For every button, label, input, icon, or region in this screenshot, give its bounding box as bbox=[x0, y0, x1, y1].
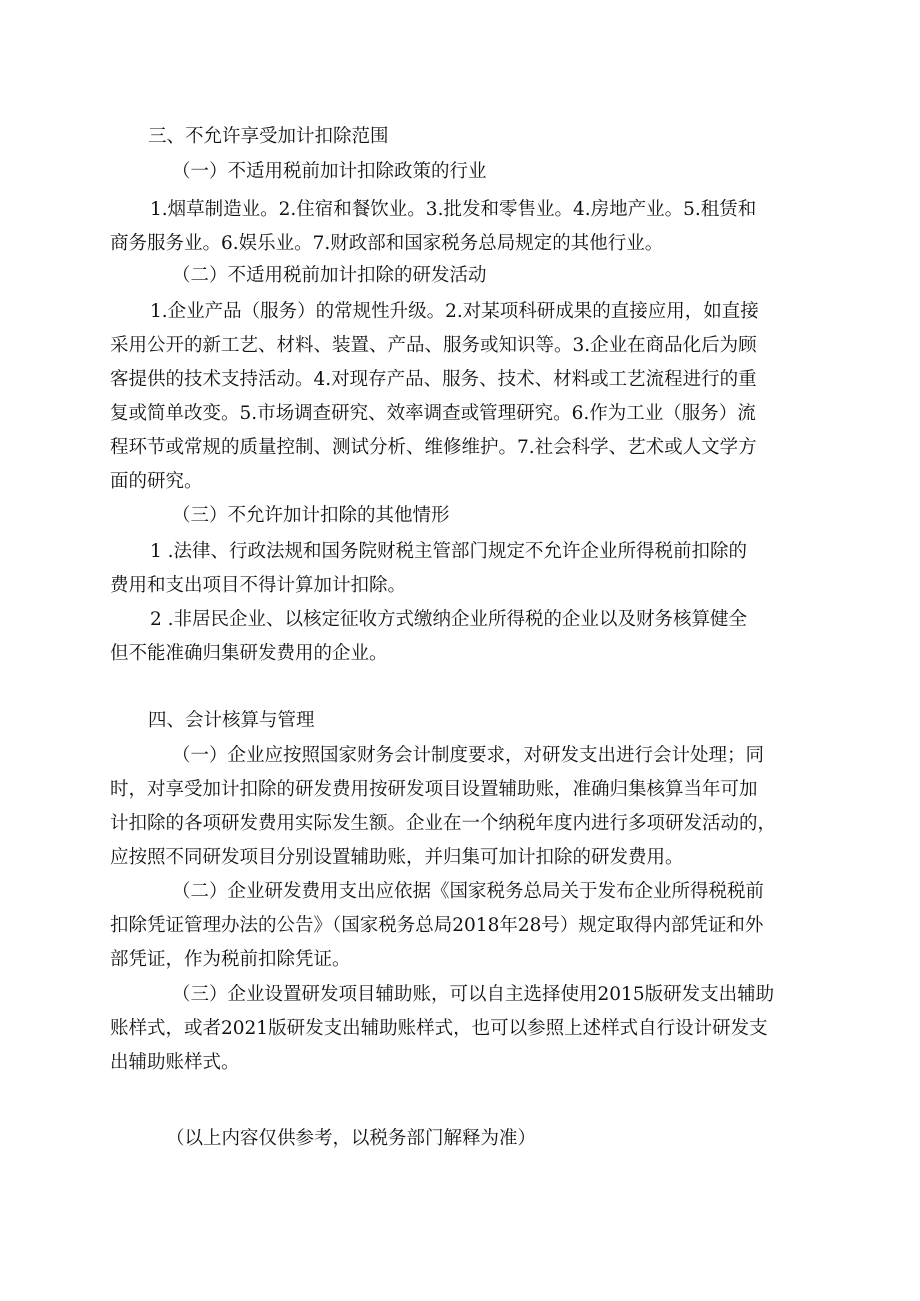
footnote: （以上内容仅供参考，以税务部门解释为准） bbox=[166, 1128, 537, 1149]
section4-para2-line: 扣除凭证管理办法的公告》（国家税务总局2018年28号）规定取得内部凭证和外 bbox=[110, 915, 764, 936]
section3-sub3-title: （三）不允许加计扣除的其他情形 bbox=[172, 505, 450, 526]
section4-title: 四、会计核算与管理 bbox=[148, 710, 315, 731]
section3-sub2-line: 客提供的技术支持活动。4.对现存产品、服务、技术、材料或工艺流程进行的重 bbox=[110, 369, 757, 390]
section4-para3-line: 出辅助账样式。 bbox=[110, 1052, 240, 1073]
section3-title: 三、不允许享受加计扣除范围 bbox=[148, 126, 389, 147]
section3-sub2-line: 1.企业产品（服务）的常规性升级。2.对某项科研成果的直接应用，如直接 bbox=[150, 301, 759, 322]
section4-para3-line: （三）企业设置研发项目辅助账，可以自主选择使用2015版研发支出辅助 bbox=[172, 984, 775, 1005]
section3-sub1-line: 1.烟草制造业。2.住宿和餐饮业。3.批发和零售业。4.房地产业。5.租赁和 bbox=[150, 199, 757, 220]
section4-para1-line: 应按照不同研发项目分别设置辅助账，并归集可加计扣除的研发费用。 bbox=[110, 847, 684, 868]
section4-para2-line: （二）企业研发费用支出应依据《国家税务总局关于发布企业所得税税前 bbox=[172, 881, 765, 902]
section4-para1-line: （一）企业应按照国家财务会计制度要求，对研发支出进行会计处理；同 bbox=[172, 745, 765, 766]
section4-para1-line: 时，对享受加计扣除的研发费用按研发项目设置辅助账，准确归集核算当年可加 bbox=[110, 779, 758, 800]
section3-sub3-item1-line: 费用和支出项目不得计算加计扣除。 bbox=[110, 575, 407, 596]
section3-sub3-item2-line: 2 .非居民企业、以核定征收方式缴纳企业所得税的企业以及财务核算健全 bbox=[150, 609, 748, 630]
section3-sub1-line: 商务服务业。6.娱乐业。7.财政部和国家税务总局规定的其他行业。 bbox=[110, 233, 664, 254]
section3-sub2-line: 程环节或常规的质量控制、测试分析、维修维护。7.社会科学、艺术或人文学方 bbox=[110, 437, 757, 458]
section3-sub3-item1-line: 1 .法律、行政法规和国务院财税主管部门规定不允许企业所得税前扣除的 bbox=[150, 541, 748, 562]
section3-sub2-title: （二）不适用税前加计扣除的研发活动 bbox=[172, 265, 487, 286]
section3-sub2-line: 面的研究。 bbox=[110, 471, 203, 492]
section3-sub3-item2-line: 但不能准确归集研发费用的企业。 bbox=[110, 643, 388, 664]
section4-para1-line: 计扣除的各项研发费用实际发生额。企业在一个纳税年度内进行多项研发活动的， bbox=[110, 813, 777, 834]
section3-sub2-line: 采用公开的新工艺、材料、装置、产品、服务或知识等。3.企业在商品化后为顾 bbox=[110, 335, 757, 356]
section3-sub2-line: 复或简单改变。5.市场调查研究、效率调查或管理研究。6.作为工业（服务）流 bbox=[110, 403, 756, 424]
section3-sub1-title: （一）不适用税前加计扣除政策的行业 bbox=[172, 161, 487, 182]
section4-para2-line: 部凭证，作为税前扣除凭证。 bbox=[110, 949, 351, 970]
section4-para3-line: 账样式，或者2021版研发支出辅助账样式，也可以参照上述样式自行设计研发支 bbox=[110, 1018, 768, 1039]
